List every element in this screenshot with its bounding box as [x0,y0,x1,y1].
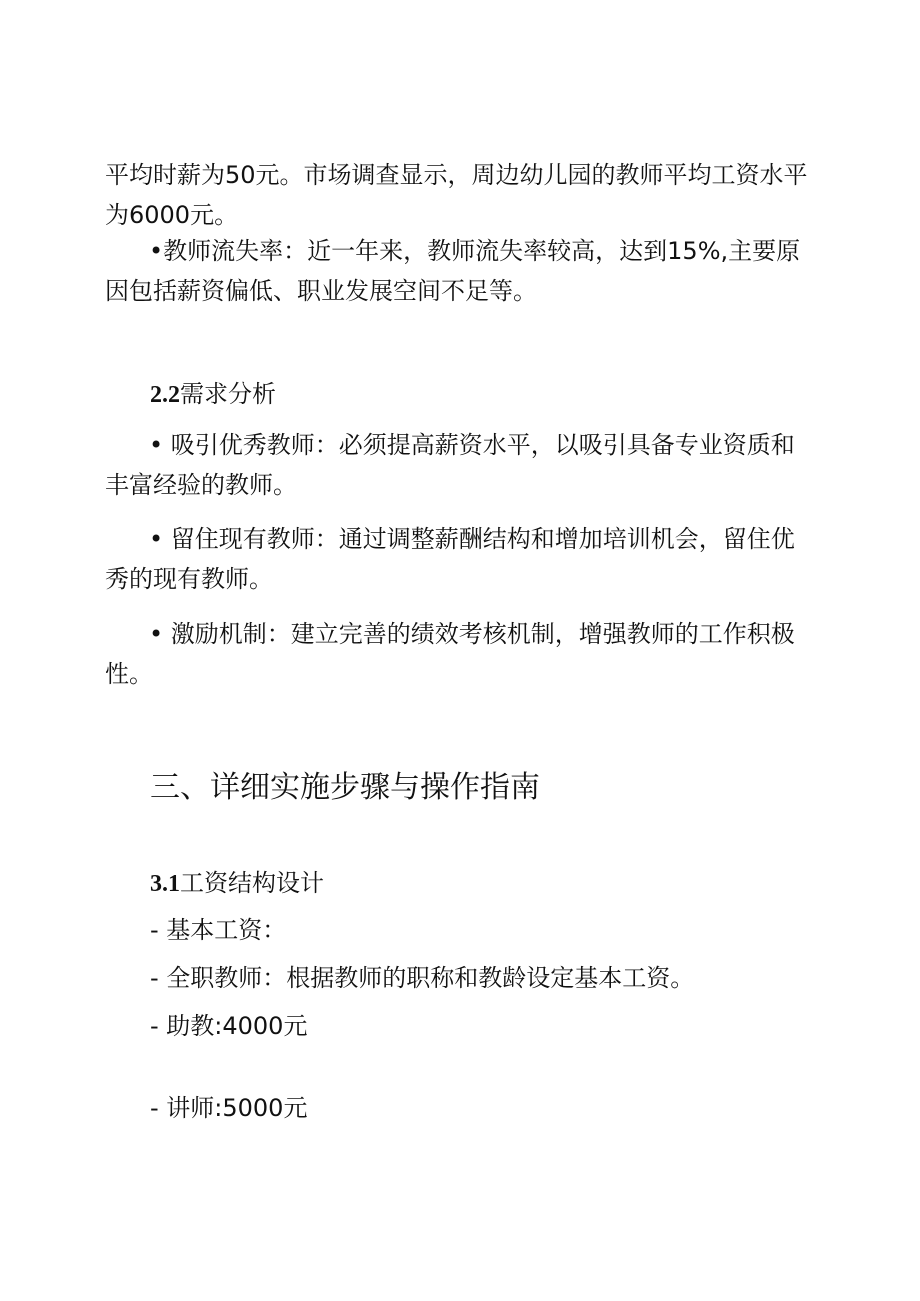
subsection-label: 需求分析 [180,380,276,408]
section-heading-3: 三、详细实施步骤与操作指南 [150,770,540,805]
bullet-retain-teachers: • 留住现有教师：通过调整薪酬结构和增加培训机会，留住优秀的现有教师。 [105,525,795,593]
bullet-attract-teachers: • 吸引优秀教师：必须提高薪资水平，以吸引具备专业资质和丰富经验的教师。 [105,431,795,499]
subsection-title-3-1 [150,867,324,900]
list-item-fulltime-teacher: - 全职教师：根据教师的职称和教龄设定基本工资。 [150,964,695,992]
subsection-number: 3.1 [150,871,180,897]
subsection-label: 工资结构设计 [180,869,324,897]
list-item-lecturer-salary: - 讲师:5000元 [150,1094,308,1122]
subsection-title-2-2 [150,378,276,411]
list-item-basic-salary: - 基本工资： [150,916,287,944]
list-item-assistant-salary: - 助教:4000元 [150,1012,308,1040]
bullet-incentive-mechanism: • 激励机制：建立完善的绩效考核机制，增强教师的工作积极性。 [105,620,795,688]
subsection-number: 2.2 [150,382,180,408]
paragraph-hourly-wage: 平均时薪为50元。市场调查显示，周边幼儿园的教师平均工资水平为6000元。 [105,161,808,229]
paragraph-turnover-rate: •教师流失率：近一年来，教师流失率较高，达到15%,主要原因包括薪资偏低、职业发展空间不足等。 [105,237,801,305]
